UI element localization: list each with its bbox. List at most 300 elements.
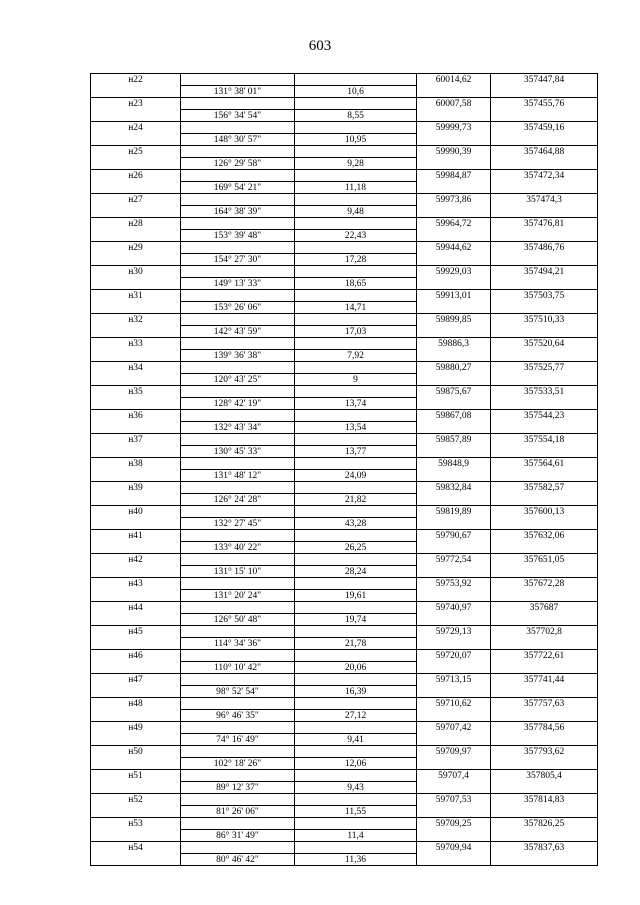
coordinate-y: 357447,84 xyxy=(491,74,598,86)
point-row xyxy=(91,770,598,782)
coordinate-x: 59886,3 xyxy=(417,338,491,350)
coordinate-x: 59899,85 xyxy=(417,314,491,326)
empty-cell xyxy=(91,758,181,770)
point-name: н48 xyxy=(91,698,181,710)
empty-cell xyxy=(91,326,181,338)
coordinate-y: 357510,33 xyxy=(491,314,598,326)
segment-row xyxy=(91,470,598,482)
empty-cell xyxy=(491,446,598,458)
segment-distance: 9,28 xyxy=(295,158,417,170)
empty-cell xyxy=(491,278,598,290)
point-row xyxy=(91,482,598,494)
empty-cell xyxy=(91,254,181,266)
coordinate-x: 59848,9 xyxy=(417,458,491,470)
segment-distance: 18,65 xyxy=(295,278,417,290)
point-row xyxy=(91,170,598,182)
empty-cell xyxy=(181,170,295,182)
coordinate-y: 357455,76 xyxy=(491,98,598,110)
empty-cell xyxy=(491,662,598,674)
empty-cell xyxy=(417,806,491,818)
empty-cell xyxy=(417,662,491,674)
empty-cell xyxy=(491,422,598,434)
empty-cell xyxy=(181,482,295,494)
coordinate-x: 59710,62 xyxy=(417,698,491,710)
empty-cell xyxy=(91,686,181,698)
coordinate-x: 59984,87 xyxy=(417,170,491,182)
coordinate-x: 59832,84 xyxy=(417,482,491,494)
segment-distance: 17,03 xyxy=(295,326,417,338)
segment-distance: 10,6 xyxy=(295,86,417,98)
empty-cell xyxy=(491,710,598,722)
segment-row xyxy=(91,134,598,146)
empty-cell xyxy=(91,422,181,434)
empty-cell xyxy=(491,686,598,698)
coordinate-x: 59875,67 xyxy=(417,386,491,398)
segment-distance: 9,43 xyxy=(295,782,417,794)
point-name: н49 xyxy=(91,722,181,734)
empty-cell xyxy=(181,266,295,278)
empty-cell xyxy=(91,566,181,578)
point-name: н53 xyxy=(91,818,181,830)
point-row xyxy=(91,530,598,542)
point-name: н44 xyxy=(91,602,181,614)
segment-distance: 19,61 xyxy=(295,590,417,602)
point-row xyxy=(91,122,598,134)
empty-cell xyxy=(295,74,417,86)
point-row xyxy=(91,458,598,470)
empty-cell xyxy=(417,470,491,482)
empty-cell xyxy=(295,314,417,326)
coordinate-x: 60007,58 xyxy=(417,98,491,110)
point-row xyxy=(91,698,598,710)
empty-cell xyxy=(181,314,295,326)
segment-distance: 17,28 xyxy=(295,254,417,266)
segment-distance: 16,39 xyxy=(295,686,417,698)
segment-distance: 21,82 xyxy=(295,494,417,506)
segment-row xyxy=(91,734,598,746)
segment-row xyxy=(91,350,598,362)
coordinate-x: 59709,25 xyxy=(417,818,491,830)
coordinate-y: 357494,21 xyxy=(491,266,598,278)
coordinate-x: 59707,53 xyxy=(417,794,491,806)
segment-row xyxy=(91,542,598,554)
point-row xyxy=(91,818,598,830)
point-row xyxy=(91,410,598,422)
point-name: н41 xyxy=(91,530,181,542)
segment-row xyxy=(91,182,598,194)
empty-cell xyxy=(417,518,491,530)
coordinates-table xyxy=(90,73,598,866)
segment-distance: 14,71 xyxy=(295,302,417,314)
coordinate-x: 59944,62 xyxy=(417,242,491,254)
empty-cell xyxy=(491,590,598,602)
coordinate-y: 357525,77 xyxy=(491,362,598,374)
coordinate-x: 59990,39 xyxy=(417,146,491,158)
coordinate-y: 357687 xyxy=(491,602,598,614)
coordinate-x: 60014,62 xyxy=(417,74,491,86)
empty-cell xyxy=(181,626,295,638)
segment-distance: 11,36 xyxy=(295,854,417,866)
empty-cell xyxy=(91,614,181,626)
coordinate-y: 357472,34 xyxy=(491,170,598,182)
empty-cell xyxy=(91,662,181,674)
bearing-angle: 154° 27' 30" xyxy=(181,254,295,266)
segment-row xyxy=(91,422,598,434)
bearing-angle: 142° 43' 59" xyxy=(181,326,295,338)
empty-cell xyxy=(295,722,417,734)
bearing-angle: 130° 45' 33" xyxy=(181,446,295,458)
empty-cell xyxy=(417,158,491,170)
segment-row xyxy=(91,758,598,770)
empty-cell xyxy=(91,182,181,194)
empty-cell xyxy=(295,770,417,782)
empty-cell xyxy=(295,170,417,182)
empty-cell xyxy=(491,230,598,242)
empty-cell xyxy=(295,434,417,446)
empty-cell xyxy=(491,86,598,98)
coordinate-x: 59707,42 xyxy=(417,722,491,734)
segment-distance: 7,92 xyxy=(295,350,417,362)
coordinate-x: 59880,27 xyxy=(417,362,491,374)
empty-cell xyxy=(91,830,181,842)
empty-cell xyxy=(181,818,295,830)
empty-cell xyxy=(491,830,598,842)
bearing-angle: 153° 39' 48" xyxy=(181,230,295,242)
empty-cell xyxy=(91,854,181,866)
coordinate-x: 59720,07 xyxy=(417,650,491,662)
bearing-angle: 132° 27' 45" xyxy=(181,518,295,530)
coordinate-y: 357503,75 xyxy=(491,290,598,302)
bearing-angle: 156° 34' 54" xyxy=(181,110,295,122)
empty-cell xyxy=(181,434,295,446)
point-row xyxy=(91,842,598,854)
point-row xyxy=(91,506,598,518)
empty-cell xyxy=(91,734,181,746)
empty-cell xyxy=(417,398,491,410)
empty-cell xyxy=(181,578,295,590)
empty-cell xyxy=(491,734,598,746)
point-name: н28 xyxy=(91,218,181,230)
empty-cell xyxy=(491,758,598,770)
segment-distance: 11,4 xyxy=(295,830,417,842)
point-name: н40 xyxy=(91,506,181,518)
empty-cell xyxy=(181,842,295,854)
empty-cell xyxy=(181,458,295,470)
segment-distance: 11,18 xyxy=(295,182,417,194)
coordinate-x: 59772,54 xyxy=(417,554,491,566)
point-name: н27 xyxy=(91,194,181,206)
empty-cell xyxy=(181,410,295,422)
empty-cell xyxy=(295,746,417,758)
empty-cell xyxy=(181,338,295,350)
empty-cell xyxy=(417,710,491,722)
point-name: н38 xyxy=(91,458,181,470)
empty-cell xyxy=(417,326,491,338)
segment-distance: 43,28 xyxy=(295,518,417,530)
bearing-angle: 81° 26' 06" xyxy=(181,806,295,818)
empty-cell xyxy=(181,722,295,734)
segment-distance: 9 xyxy=(295,374,417,386)
empty-cell xyxy=(91,398,181,410)
bearing-angle: 126° 50' 48" xyxy=(181,614,295,626)
empty-cell xyxy=(417,590,491,602)
point-row xyxy=(91,674,598,686)
empty-cell xyxy=(417,110,491,122)
empty-cell xyxy=(417,542,491,554)
point-name: н45 xyxy=(91,626,181,638)
coordinate-x: 59973,86 xyxy=(417,194,491,206)
coordinate-y: 357814,83 xyxy=(491,794,598,806)
point-row xyxy=(91,146,598,158)
coordinate-y: 357722,61 xyxy=(491,650,598,662)
point-name: н47 xyxy=(91,674,181,686)
point-name: н23 xyxy=(91,98,181,110)
empty-cell xyxy=(181,386,295,398)
segment-distance: 12,06 xyxy=(295,758,417,770)
segment-row xyxy=(91,806,598,818)
empty-cell xyxy=(491,206,598,218)
empty-cell xyxy=(295,338,417,350)
point-row xyxy=(91,290,598,302)
point-row xyxy=(91,218,598,230)
coordinate-x: 59709,94 xyxy=(417,842,491,854)
segment-distance: 13,74 xyxy=(295,398,417,410)
point-row xyxy=(91,266,598,278)
empty-cell xyxy=(181,530,295,542)
bearing-angle: 120° 43' 25" xyxy=(181,374,295,386)
coordinate-y: 357554,18 xyxy=(491,434,598,446)
empty-cell xyxy=(295,602,417,614)
point-name: н37 xyxy=(91,434,181,446)
point-name: н24 xyxy=(91,122,181,134)
coordinate-y: 357837,63 xyxy=(491,842,598,854)
segment-row xyxy=(91,302,598,314)
segment-row xyxy=(91,566,598,578)
point-row xyxy=(91,74,598,86)
empty-cell xyxy=(181,218,295,230)
empty-cell xyxy=(491,182,598,194)
empty-cell xyxy=(491,470,598,482)
coordinate-x: 59999,73 xyxy=(417,122,491,134)
empty-cell xyxy=(491,326,598,338)
point-row xyxy=(91,578,598,590)
coordinate-x: 59740,97 xyxy=(417,602,491,614)
empty-cell xyxy=(417,302,491,314)
point-name: н22 xyxy=(91,74,181,86)
segment-row xyxy=(91,518,598,530)
empty-cell xyxy=(91,518,181,530)
empty-cell xyxy=(91,230,181,242)
point-row xyxy=(91,746,598,758)
empty-cell xyxy=(181,290,295,302)
empty-cell xyxy=(295,626,417,638)
empty-cell xyxy=(295,674,417,686)
empty-cell xyxy=(295,554,417,566)
empty-cell xyxy=(91,542,181,554)
empty-cell xyxy=(417,350,491,362)
point-name: н26 xyxy=(91,170,181,182)
empty-cell xyxy=(295,242,417,254)
bearing-angle: 80° 46' 42" xyxy=(181,854,295,866)
point-name: н30 xyxy=(91,266,181,278)
coordinate-x: 59867,08 xyxy=(417,410,491,422)
empty-cell xyxy=(295,842,417,854)
coordinate-y: 357486,76 xyxy=(491,242,598,254)
segment-distance: 27,12 xyxy=(295,710,417,722)
empty-cell xyxy=(295,386,417,398)
bearing-angle: 131° 20' 24" xyxy=(181,590,295,602)
bearing-angle: 131° 48' 12" xyxy=(181,470,295,482)
segment-row xyxy=(91,326,598,338)
empty-cell xyxy=(417,86,491,98)
empty-cell xyxy=(491,782,598,794)
point-name: н31 xyxy=(91,290,181,302)
empty-cell xyxy=(91,374,181,386)
empty-cell xyxy=(181,554,295,566)
segment-distance: 26,25 xyxy=(295,542,417,554)
empty-cell xyxy=(491,302,598,314)
empty-cell xyxy=(417,230,491,242)
empty-cell xyxy=(181,650,295,662)
point-row xyxy=(91,626,598,638)
segment-row xyxy=(91,110,598,122)
empty-cell xyxy=(181,770,295,782)
bearing-angle: 149° 13' 33" xyxy=(181,278,295,290)
coordinate-x: 59729,13 xyxy=(417,626,491,638)
coordinate-y: 357582,57 xyxy=(491,482,598,494)
bearing-angle: 126° 29' 58" xyxy=(181,158,295,170)
empty-cell xyxy=(181,194,295,206)
empty-cell xyxy=(491,398,598,410)
empty-cell xyxy=(295,794,417,806)
segment-row xyxy=(91,158,598,170)
coordinate-x: 59709,97 xyxy=(417,746,491,758)
bearing-angle: 98° 52' 54" xyxy=(181,686,295,698)
coordinate-y: 357702,8 xyxy=(491,626,598,638)
empty-cell xyxy=(417,422,491,434)
empty-cell xyxy=(181,98,295,110)
bearing-angle: 139° 36' 38" xyxy=(181,350,295,362)
segment-row xyxy=(91,590,598,602)
point-name: н25 xyxy=(91,146,181,158)
point-name: н51 xyxy=(91,770,181,782)
coordinate-y: 357793,62 xyxy=(491,746,598,758)
empty-cell xyxy=(417,206,491,218)
empty-cell xyxy=(417,494,491,506)
empty-cell xyxy=(417,446,491,458)
empty-cell xyxy=(491,494,598,506)
empty-cell xyxy=(417,758,491,770)
empty-cell xyxy=(491,254,598,266)
empty-cell xyxy=(91,350,181,362)
segment-row xyxy=(91,86,598,98)
coordinate-x: 59713,15 xyxy=(417,674,491,686)
empty-cell xyxy=(491,854,598,866)
segment-row xyxy=(91,374,598,386)
empty-cell xyxy=(417,614,491,626)
bearing-angle: 114° 34' 36" xyxy=(181,638,295,650)
point-row xyxy=(91,338,598,350)
point-name: н34 xyxy=(91,362,181,374)
segment-distance: 13,77 xyxy=(295,446,417,458)
empty-cell xyxy=(417,782,491,794)
empty-cell xyxy=(491,158,598,170)
bearing-angle: 128° 42' 19" xyxy=(181,398,295,410)
segment-row xyxy=(91,638,598,650)
table-body xyxy=(91,74,598,866)
segment-row xyxy=(91,854,598,866)
empty-cell xyxy=(181,674,295,686)
bearing-angle: 126° 24' 28" xyxy=(181,494,295,506)
segment-row xyxy=(91,254,598,266)
bearing-angle: 164° 38' 39" xyxy=(181,206,295,218)
empty-cell xyxy=(91,494,181,506)
point-name: н50 xyxy=(91,746,181,758)
empty-cell xyxy=(417,686,491,698)
segment-row xyxy=(91,614,598,626)
empty-cell xyxy=(91,782,181,794)
empty-cell xyxy=(91,638,181,650)
empty-cell xyxy=(295,122,417,134)
point-name: н29 xyxy=(91,242,181,254)
segment-distance: 28,24 xyxy=(295,566,417,578)
coordinate-x: 59819,89 xyxy=(417,506,491,518)
empty-cell xyxy=(181,74,295,86)
empty-cell xyxy=(295,482,417,494)
empty-cell xyxy=(181,362,295,374)
point-row xyxy=(91,386,598,398)
coordinate-y: 357632,06 xyxy=(491,530,598,542)
page-number: 603 xyxy=(308,38,332,54)
segment-row xyxy=(91,398,598,410)
point-name: н35 xyxy=(91,386,181,398)
coordinate-y: 357544,23 xyxy=(491,410,598,422)
bearing-angle: 102° 18' 26" xyxy=(181,758,295,770)
segment-distance: 9,41 xyxy=(295,734,417,746)
empty-cell xyxy=(491,638,598,650)
empty-cell xyxy=(295,410,417,422)
bearing-angle: 74° 16' 49" xyxy=(181,734,295,746)
bearing-angle: 132° 43' 34" xyxy=(181,422,295,434)
point-row xyxy=(91,722,598,734)
empty-cell xyxy=(91,158,181,170)
empty-cell xyxy=(491,614,598,626)
point-name: н32 xyxy=(91,314,181,326)
coordinate-x: 59929,03 xyxy=(417,266,491,278)
empty-cell xyxy=(417,854,491,866)
empty-cell xyxy=(417,734,491,746)
empty-cell xyxy=(295,98,417,110)
empty-cell xyxy=(295,506,417,518)
coordinate-y: 357564,61 xyxy=(491,458,598,470)
segment-row xyxy=(91,710,598,722)
empty-cell xyxy=(295,218,417,230)
empty-cell xyxy=(295,194,417,206)
empty-cell xyxy=(491,110,598,122)
coordinate-x: 59964,72 xyxy=(417,218,491,230)
empty-cell xyxy=(91,86,181,98)
empty-cell xyxy=(295,290,417,302)
bearing-angle: 96° 46' 35" xyxy=(181,710,295,722)
bearing-angle: 169° 54' 21" xyxy=(181,182,295,194)
empty-cell xyxy=(491,518,598,530)
empty-cell xyxy=(181,746,295,758)
segment-distance: 24,09 xyxy=(295,470,417,482)
point-name: н52 xyxy=(91,794,181,806)
segment-row xyxy=(91,686,598,698)
segment-row xyxy=(91,230,598,242)
segment-row xyxy=(91,830,598,842)
